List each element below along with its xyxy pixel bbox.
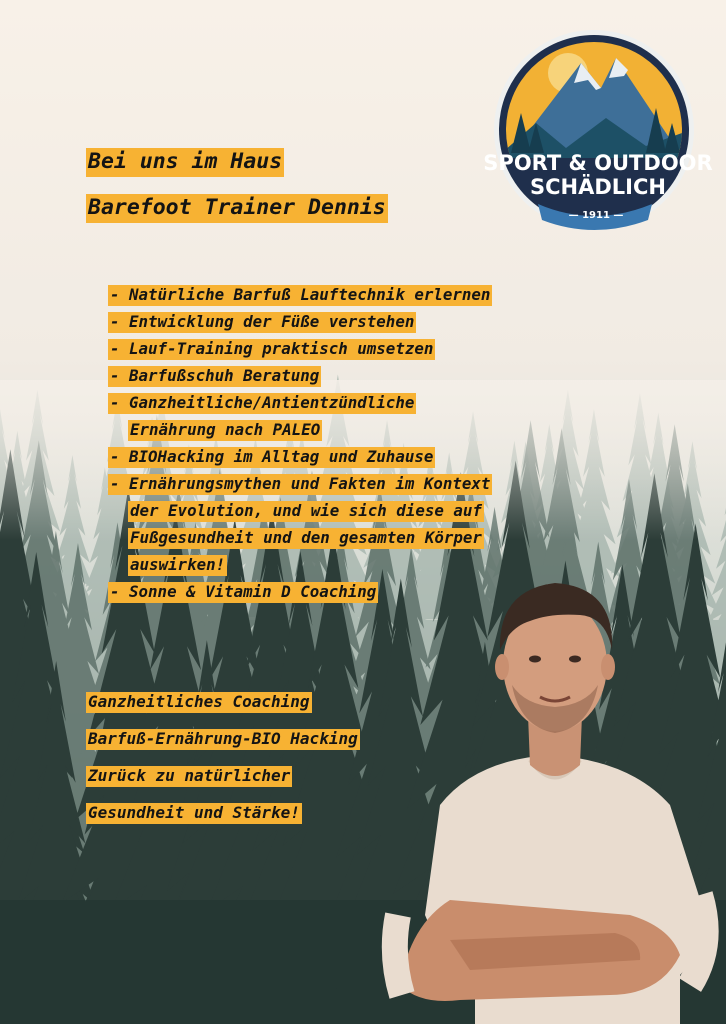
logo-year: — 1911 — xyxy=(568,210,624,221)
headline-line-1: Bei uns im Haus xyxy=(86,148,284,177)
service-item: - Sonne & Vitamin D Coaching xyxy=(110,582,377,601)
service-item-continuation: Fußgesundheit und den gesamten Körper xyxy=(130,528,482,547)
service-item: - Entwicklung der Füße verstehen xyxy=(110,312,415,331)
service-item: - Natürliche Barfuß Lauftechnik erlernen xyxy=(110,285,491,304)
service-item: - Lauf-Training praktisch umsetzen xyxy=(110,339,434,358)
logo-title-line2: SCHÄDLICH xyxy=(530,175,666,199)
service-item: - Ernährungsmythen und Fakten im Kontext xyxy=(110,474,491,493)
headline-line-2: Barefoot Trainer Dennis xyxy=(86,194,388,223)
service-item: - Ganzheitliche/Antientzündliche xyxy=(110,393,415,412)
service-item-continuation: auswirken! xyxy=(130,555,226,574)
service-item-continuation: der Evolution, und wie sich diese auf xyxy=(130,501,482,520)
tagline-line: Ganzheitliches Coaching xyxy=(88,692,310,711)
store-logo xyxy=(476,28,720,238)
trainer-portrait xyxy=(380,555,726,1024)
service-item: - Barfußschuh Beratung xyxy=(110,366,320,385)
tagline-line: Zurück zu natürlicher xyxy=(88,766,291,785)
logo-title-line1: SPORT & OUTDOOR xyxy=(483,151,713,175)
mountain-logo-icon xyxy=(496,38,696,158)
tagline-line: Gesundheit und Stärke! xyxy=(88,803,300,822)
service-item: - BIOHacking im Alltag und Zuhause xyxy=(110,447,434,466)
tagline-line: Barfuß-Ernährung-BIO Hacking xyxy=(88,729,358,748)
service-item-continuation: Ernährung nach PALEO xyxy=(130,420,321,439)
